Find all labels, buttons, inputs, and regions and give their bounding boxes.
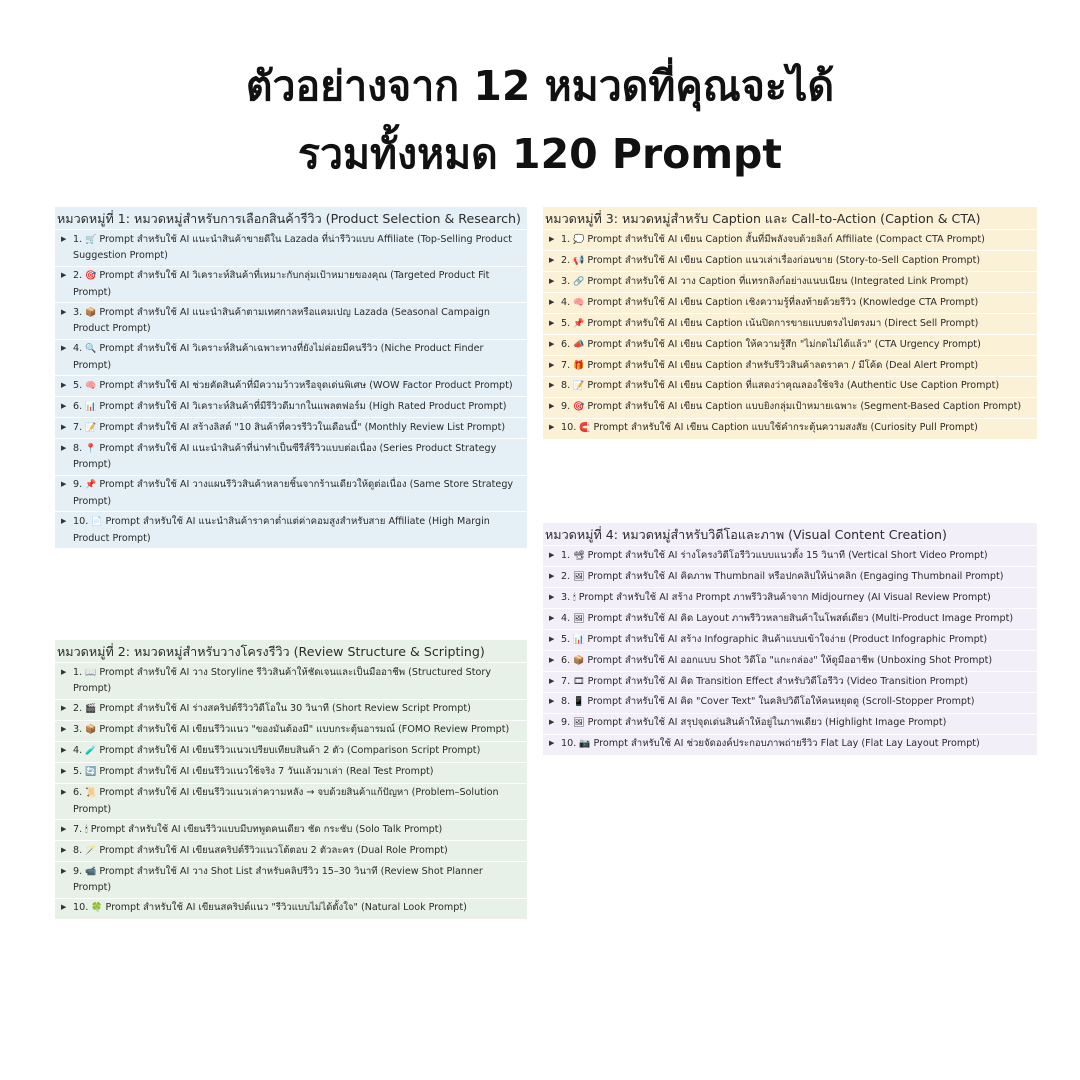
toggle-triangle-icon[interactable]: ▶: [549, 655, 555, 664]
toggle-triangle-icon[interactable]: ▶: [549, 592, 555, 601]
toggle-list-item[interactable]: [55, 229, 527, 266]
toggle-triangle-icon[interactable]: ▶: [61, 767, 67, 776]
item-text: [561, 569, 1033, 586]
toggle-triangle-icon[interactable]: ▶: [61, 903, 67, 912]
toggle-list-item[interactable]: [543, 376, 1037, 397]
item-number: 5.: [73, 766, 83, 778]
toggle-triangle-icon[interactable]: ▶: [549, 297, 555, 306]
item-number: 9.: [73, 479, 83, 491]
item-number: 5.: [73, 379, 83, 391]
toggle-list-item[interactable]: [543, 566, 1037, 587]
item-number: 4.: [73, 745, 83, 757]
item-number: 10.: [561, 422, 577, 434]
toggle-list-item[interactable]: [55, 511, 527, 548]
item-number: 1.: [561, 233, 571, 245]
item-number: 6.: [73, 400, 83, 412]
emoji-icon: 📌: [573, 318, 585, 329]
item-label: Prompt สำหรับใช้ AI สร้าง Infographic สินค้าแบบเข้าใจง่าย (Product Infographic Prompt): [587, 633, 988, 645]
toggle-triangle-icon[interactable]: ▶: [61, 667, 67, 676]
item-text: [73, 514, 523, 546]
toggle-list-item[interactable]: [55, 662, 527, 699]
toggle-triangle-icon[interactable]: ▶: [549, 360, 555, 369]
emoji-icon: 📄: [91, 517, 103, 528]
emoji-icon: 🎞: [573, 676, 585, 687]
item-label: Prompt สำหรับใช้ AI เขียน Caption สำหรับรีวิวสินค้าลดราคา / มีโค้ด (Deal Alert Prompt): [587, 359, 979, 371]
item-label: Prompt สำหรับใช้ AI ออกแบบ Shot วิดีโอ "แกะกล่อง" ให้ดูมืออาชีพ (Unboxing Shot Prompt): [587, 654, 993, 666]
toggle-triangle-icon[interactable]: ▶: [549, 234, 555, 243]
toggle-triangle-icon[interactable]: ▶: [61, 704, 67, 713]
toggle-list-item[interactable]: [543, 629, 1037, 650]
item-label: Prompt สำหรับใช้ AI เขียน Caption แบบใช้คำกระตุ้นความสงสัย (Curiosity Pull Prompt): [593, 422, 978, 434]
toggle-list-item[interactable]: [55, 438, 527, 475]
emoji-icon: 🧲: [579, 423, 591, 434]
item-label: Prompt สำหรับใช้ AI แนะนำสินค้าตามเทศกาลหรือแคมเปญ Lazada (Seasonal Campaign Product Prompt): [73, 306, 490, 335]
toggle-triangle-icon[interactable]: ▶: [61, 271, 67, 280]
item-number: 8.: [561, 380, 571, 392]
emoji-icon: 📦: [573, 655, 585, 666]
toggle-list-item[interactable]: [543, 545, 1037, 566]
toggle-list-item[interactable]: [543, 713, 1037, 734]
emoji-icon: 🔄: [85, 767, 97, 778]
toggle-triangle-icon[interactable]: ▶: [549, 339, 555, 348]
emoji-icon: 🎯: [573, 402, 585, 413]
toggle-triangle-icon[interactable]: ▶: [549, 718, 555, 727]
item-number: 3.: [561, 275, 571, 287]
item-label: Prompt สำหรับใช้ AI เขียนรีวิวแนวใช้จริง 7 วันแล้วมาเล่า (Real Test Prompt): [99, 766, 434, 778]
toggle-triangle-icon[interactable]: ▶: [61, 307, 67, 316]
emoji-icon: 📦: [85, 307, 97, 318]
category-panel-4: [543, 523, 1037, 755]
toggle-list-item[interactable]: [543, 250, 1037, 271]
item-label: Prompt สำหรับใช้ AI คิด Transition Effect สำหรับวิดีโอรีวิว (Video Transition Prompt): [587, 675, 968, 687]
toggle-triangle-icon[interactable]: ▶: [549, 381, 555, 390]
emoji-icon: 📝: [573, 381, 585, 392]
toggle-list-item[interactable]: [55, 396, 527, 417]
item-text: [561, 399, 1033, 416]
item-text: [561, 632, 1033, 649]
item-number: 6.: [73, 787, 83, 799]
toggle-list-item[interactable]: [55, 762, 527, 783]
item-label: Prompt สำหรับใช้ AI แนะนำสินค้าที่น่าทำเป็นซีรีส์รีวิวแบบต่อเนื่อง (Series Product Strategy Prompt): [73, 442, 497, 471]
emoji-icon: 📊: [573, 634, 585, 645]
toggle-triangle-icon[interactable]: ▶: [61, 788, 67, 797]
item-label: Prompt สำหรับใช้ AI เขียนรีวิวแนวเปรียบเทียบสินค้า 2 ตัว (Comparison Script Prompt): [99, 745, 481, 757]
toggle-triangle-icon[interactable]: ▶: [549, 318, 555, 327]
toggle-list-item[interactable]: [55, 302, 527, 339]
item-label: Prompt สำหรับใช้ AI เขียน Caption ที่แสดงว่าคุณลองใช้จริง (Authentic Use Caption Prompt): [587, 380, 1000, 392]
item-text: [73, 864, 523, 896]
emoji-icon: 🕯: [573, 592, 576, 603]
headline: [0, 52, 1080, 188]
item-text: [73, 268, 523, 300]
emoji-icon: 📽: [573, 550, 585, 561]
item-number: 2.: [73, 270, 83, 282]
item-list: [55, 229, 527, 548]
item-number: 4.: [73, 343, 83, 355]
toggle-triangle-icon[interactable]: ▶: [549, 402, 555, 411]
item-number: 8.: [73, 442, 83, 454]
item-number: 7.: [73, 823, 83, 835]
toggle-list-item[interactable]: [543, 313, 1037, 334]
item-text: [561, 715, 1033, 732]
item-number: 5.: [561, 633, 571, 645]
toggle-list-item[interactable]: [543, 734, 1037, 755]
item-text: [73, 378, 523, 395]
emoji-icon: 📜: [85, 788, 97, 799]
item-label: Prompt สำหรับใช้ AI เขียน Caption สั้นที่มีพลังจบด้วยลิงก์ Affiliate (Compact CTA Prompt): [587, 233, 985, 245]
toggle-list-item[interactable]: [543, 692, 1037, 713]
item-label: Prompt สำหรับใช้ AI คิด Layout ภาพรีวิวหลายสินค้าในโพสต์เดียว (Multi-Product Image Prompt): [587, 612, 1014, 624]
item-text: [561, 611, 1033, 628]
item-label: Prompt สำหรับใช้ AI วางแผนรีวิวสินค้าหลายชิ้นจากร้านเดียวให้ดูต่อเนื่อง (Same Store Strategy Prompt): [73, 479, 514, 508]
item-text: [73, 477, 523, 509]
toggle-triangle-icon[interactable]: ▶: [61, 380, 67, 389]
item-text: [73, 701, 523, 718]
toggle-triangle-icon[interactable]: ▶: [61, 234, 67, 243]
item-number: 8.: [561, 696, 571, 708]
item-number: 4.: [561, 612, 571, 624]
item-text: [561, 653, 1033, 670]
item-label: Prompt สำหรับใช้ AI เขียน Caption แบบยิงกลุ่มเป้าหมายเฉพาะ (Segment-Based Caption Prompt): [587, 401, 1022, 413]
item-text: [73, 232, 523, 264]
item-label: Prompt สำหรับใช้ AI สรุปจุดเด่นสินค้าให้อยู่ในภาพเดียว (Highlight Image Prompt): [587, 717, 947, 729]
emoji-icon: 📣: [573, 339, 585, 350]
emoji-icon: 🔗: [573, 276, 585, 287]
item-text: [561, 420, 1033, 437]
item-text: [561, 378, 1033, 395]
item-label: Prompt สำหรับใช้ AI เขียน Caption แนวเล่าเรื่องก่อนขาย (Story-to-Sell Caption Prompt): [587, 254, 981, 266]
item-label: Prompt สำหรับใช้ AI เขียน Caption เชิงความรู้ที่ลงท้ายด้วยรีวิว (Knowledge CTA Prompt): [587, 296, 979, 308]
toggle-list-item[interactable]: [55, 417, 527, 438]
item-number: 4.: [561, 296, 571, 308]
toggle-list-item[interactable]: [543, 229, 1037, 250]
category-panel-1: [55, 207, 527, 548]
emoji-icon: 📱: [573, 697, 585, 708]
item-text: [73, 305, 523, 337]
item-number: 9.: [561, 717, 571, 729]
item-label: Prompt สำหรับใช้ AI วาง Storyline รีวิวสินค้าให้ชัดเจนและเป็นมืออาชีพ (Structured Story Prompt): [73, 666, 492, 695]
item-text: [561, 337, 1033, 354]
emoji-icon: 💭: [573, 234, 585, 245]
toggle-triangle-icon[interactable]: ▶: [549, 423, 555, 432]
item-text: [561, 316, 1033, 333]
item-label: Prompt สำหรับใช้ AI เขียนรีวิวแนว "ของมันต้องมี" แบบกระตุ้นอารมณ์ (FOMO Review Prompt): [99, 724, 510, 736]
item-label: Prompt สำหรับใช้ AI ร่างสคริปต์รีวิววิดีโอใน 30 วินาที (Short Review Script Prompt): [99, 703, 471, 715]
item-list: [543, 229, 1037, 439]
emoji-icon: 📷: [579, 739, 591, 750]
item-text: [561, 674, 1033, 691]
emoji-icon: 🧪: [85, 746, 97, 757]
item-number: 3.: [73, 306, 83, 318]
toggle-list-item[interactable]: [543, 650, 1037, 671]
item-number: 5.: [561, 317, 571, 329]
toggle-list-item[interactable]: [55, 339, 527, 376]
item-label: Prompt สำหรับใช้ AI วาง Shot List สำหรับคลิปรีวิว 15–30 วินาที (Review Shot Planner Prompt): [73, 865, 483, 894]
headline-line-1: ตัวอย่างจาก 12 หมวดที่คุณจะได้: [245, 62, 835, 110]
toggle-list-item[interactable]: [55, 741, 527, 762]
item-text: [73, 764, 523, 781]
emoji-icon: 🖼: [573, 571, 585, 582]
emoji-icon: 🔍: [85, 344, 97, 355]
item-text: [73, 822, 523, 839]
toggle-list-item[interactable]: [543, 671, 1037, 692]
item-label: Prompt สำหรับใช้ AI ช่วยคัดสินค้าที่มีความว้าวหรือจุดเด่นพิเศษ (WOW Factor Product Prompt): [99, 379, 513, 391]
item-number: 10.: [561, 738, 577, 750]
toggle-list-item[interactable]: [543, 355, 1037, 376]
item-label: Prompt สำหรับใช้ AI เขียนรีวิวแบบมีบทพูดคนเดียว ชัด กระชับ (Solo Talk Prompt): [90, 823, 443, 835]
toggle-list-item[interactable]: [543, 292, 1037, 313]
toggle-triangle-icon[interactable]: ▶: [61, 422, 67, 431]
emoji-icon: 🛒: [85, 234, 97, 245]
toggle-list-item[interactable]: [543, 397, 1037, 418]
category-panel-3: [543, 207, 1037, 439]
toggle-triangle-icon[interactable]: ▶: [61, 443, 67, 452]
category-panel-2: [55, 640, 527, 919]
item-number: 7.: [561, 359, 571, 371]
toggle-triangle-icon[interactable]: ▶: [61, 866, 67, 875]
toggle-triangle-icon[interactable]: ▶: [61, 824, 67, 833]
toggle-list-item[interactable]: [543, 334, 1037, 355]
toggle-list-item[interactable]: [543, 418, 1037, 439]
emoji-icon: 🎯: [85, 271, 97, 282]
toggle-triangle-icon[interactable]: ▶: [549, 255, 555, 264]
toggle-list-item[interactable]: [543, 608, 1037, 629]
toggle-list-item[interactable]: [55, 720, 527, 741]
emoji-icon: 🪄: [85, 845, 97, 856]
item-text: [561, 590, 1033, 607]
item-number: 6.: [561, 654, 571, 666]
toggle-triangle-icon[interactable]: ▶: [549, 550, 555, 559]
toggle-list-item[interactable]: [55, 840, 527, 861]
item-number: 2.: [73, 703, 83, 715]
emoji-icon: 📦: [85, 725, 97, 736]
category-title: หมวดหมู่ที่ 2: หมวดหมู่สำหรับวางโครงรีวิว (Review Structure & Scripting): [57, 644, 485, 659]
toggle-triangle-icon[interactable]: ▶: [61, 480, 67, 489]
emoji-icon: 🎁: [573, 360, 585, 371]
item-label: Prompt สำหรับใช้ AI วิเคราะห์สินค้าที่เหมาะกับกลุ่มเป้าหมายของคุณ (Targeted Product Fit Prompt): [73, 270, 490, 298]
emoji-icon: 📊: [85, 401, 97, 412]
item-text: [561, 253, 1033, 270]
toggle-list-item[interactable]: [55, 375, 527, 396]
item-number: 9.: [73, 865, 83, 877]
toggle-list-item[interactable]: [55, 819, 527, 840]
item-label: Prompt สำหรับใช้ AI วิเคราะห์สินค้าเฉพาะทางที่ยังไม่ค่อยมีคนรีวิว (Niche Product Finder Prompt): [73, 343, 484, 371]
emoji-icon: 📹: [85, 866, 97, 877]
toggle-triangle-icon[interactable]: ▶: [549, 634, 555, 643]
item-number: 8.: [73, 844, 83, 856]
item-text: [561, 358, 1033, 375]
toggle-list-item[interactable]: [55, 861, 527, 898]
toggle-triangle-icon[interactable]: ▶: [61, 746, 67, 755]
item-text: [73, 665, 523, 697]
toggle-list-item[interactable]: [55, 898, 527, 919]
item-label: Prompt สำหรับใช้ AI เขียนสคริปต์รีวิวแนวโต้ตอบ 2 ตัวละคร (Dual Role Prompt): [99, 844, 448, 856]
item-number: 2.: [561, 570, 571, 582]
emoji-icon: 🍀: [91, 903, 103, 914]
emoji-icon: 🖼: [573, 613, 585, 624]
item-number: 3.: [73, 724, 83, 736]
toggle-triangle-icon[interactable]: ▶: [549, 613, 555, 622]
item-text: [561, 232, 1033, 249]
item-label: Prompt สำหรับใช้ AI วิเคราะห์สินค้าที่มีรีวิวดีมากในแพลตฟอร์ม (High Rated Product Prompt): [99, 400, 507, 412]
item-text: [561, 295, 1033, 312]
item-text: [561, 736, 1033, 753]
toggle-list-item[interactable]: [55, 475, 527, 512]
emoji-icon: 🧠: [85, 380, 97, 391]
item-text: [561, 274, 1033, 291]
item-label: Prompt สำหรับใช้ AI ช่วยจัดองค์ประกอบภาพถ่ายรีวิว Flat Lay (Flat Lay Layout Prompt): [593, 738, 980, 750]
item-text: [73, 399, 523, 416]
emoji-icon: 📌: [85, 480, 97, 491]
emoji-icon: 🧠: [573, 297, 585, 308]
item-label: Prompt สำหรับใช้ AI คิด "Cover Text" ในคลิปวิดีโอให้คนหยุดดู (Scroll-Stopper Prompt): [587, 696, 975, 708]
toggle-triangle-icon[interactable]: ▶: [61, 401, 67, 410]
item-number: 6.: [561, 338, 571, 350]
item-number: 10.: [73, 902, 89, 914]
item-text: [561, 548, 1033, 565]
item-number: 7.: [561, 675, 571, 687]
item-text: [73, 420, 523, 437]
category-title: หมวดหมู่ที่ 3: หมวดหมู่สำหรับ Caption และ Call-to-Action (Caption & CTA): [545, 211, 981, 226]
item-label: Prompt สำหรับใช้ AI เขียน Caption เน้นปิดการขายแบบตรงไปตรงมา (Direct Sell Prompt): [587, 317, 979, 329]
toggle-triangle-icon[interactable]: ▶: [549, 276, 555, 285]
emoji-icon: 🖼: [573, 718, 585, 729]
item-text: [561, 694, 1033, 711]
item-label: Prompt สำหรับใช้ AI เขียนรีวิวแนวเล่าความหลัง → จบด้วยสินค้าแก้ปัญหา (Problem–Solution Prompt): [73, 787, 499, 815]
toggle-triangle-icon[interactable]: ▶: [61, 845, 67, 854]
toggle-list-item[interactable]: [543, 271, 1037, 292]
toggle-list-item[interactable]: [543, 587, 1037, 608]
category-title: หมวดหมู่ที่ 1: หมวดหมู่สำหรับการเลือกสินค้ารีวิว (Product Selection & Research): [57, 211, 521, 226]
toggle-list-item[interactable]: [55, 783, 527, 820]
item-number: 1.: [73, 233, 83, 245]
item-label: Prompt สำหรับใช้ AI แนะนำสินค้าขายดีใน Lazada ที่น่ารีวิวแบบ Affiliate (Top-Selling Product Suggestion Prompt): [73, 233, 513, 262]
item-label: Prompt สำหรับใช้ AI คิดภาพ Thumbnail หรือปกคลิปให้น่าคลิก (Engaging Thumbnail Prompt): [587, 570, 1004, 582]
toggle-triangle-icon[interactable]: ▶: [549, 676, 555, 685]
item-text: [73, 900, 523, 917]
item-text: [73, 722, 523, 739]
item-text: [73, 743, 523, 760]
emoji-icon: 📝: [85, 422, 97, 433]
toggle-triangle-icon[interactable]: ▶: [549, 571, 555, 580]
item-text: [73, 341, 523, 373]
item-text: [73, 843, 523, 860]
item-label: Prompt สำหรับใช้ AI วาง Caption ที่แทรกลิงก์อย่างแนบเนียน (Integrated Link Prompt): [587, 275, 969, 287]
item-number: 1.: [73, 666, 83, 678]
toggle-triangle-icon[interactable]: ▶: [549, 697, 555, 706]
item-number: 10.: [73, 516, 89, 528]
item-number: 1.: [561, 549, 571, 561]
toggle-triangle-icon[interactable]: ▶: [61, 344, 67, 353]
item-number: 3.: [561, 591, 571, 603]
item-list: [55, 662, 527, 919]
emoji-icon: 📢: [573, 255, 585, 266]
item-text: [73, 785, 523, 817]
item-number: 9.: [561, 401, 571, 413]
item-label: Prompt สำหรับใช้ AI ร่างโครงวิดีโอรีวิวแบบแนวตั้ง 15 วินาที (Vertical Short Video Prompt): [587, 549, 988, 561]
item-text: [73, 441, 523, 473]
emoji-icon: 📖: [85, 667, 97, 678]
item-label: Prompt สำหรับใช้ AI เขียน Caption ให้ความรู้สึก "ไม่กดไม่ได้แล้ว" (CTA Urgency Prompt): [587, 338, 981, 350]
item-list: [543, 545, 1037, 755]
category-title: หมวดหมู่ที่ 4: หมวดหมู่สำหรับวิดีโอและภาพ (Visual Content Creation): [545, 527, 947, 542]
emoji-icon: 🎬: [85, 704, 97, 715]
item-label: Prompt สำหรับใช้ AI สร้างลิสต์ "10 สินค้าที่ควรรีวิวในเดือนนี้" (Monthly Review List Prompt): [99, 421, 506, 433]
item-label: Prompt สำหรับใช้ AI สร้าง Prompt ภาพรีวิวสินค้าจาก Midjourney (AI Visual Review Prompt): [578, 591, 991, 603]
headline-line-2: รวมทั้งหมด 120 Prompt: [297, 130, 783, 178]
toggle-triangle-icon[interactable]: ▶: [61, 517, 67, 526]
item-label: Prompt สำหรับใช้ AI เขียนสคริปต์แนว "รีวิวแบบไม่ได้ตั้งใจ" (Natural Look Prompt): [105, 902, 467, 914]
item-number: 2.: [561, 254, 571, 266]
emoji-icon: 📍: [85, 443, 97, 454]
toggle-list-item[interactable]: [55, 699, 527, 720]
item-number: 7.: [73, 421, 83, 433]
item-label: Prompt สำหรับใช้ AI แนะนำสินค้าราคาต่ำแต่ค่าคอมสูงสำหรับสาย Affiliate (High Margin Product Prompt): [73, 516, 490, 544]
toggle-triangle-icon[interactable]: ▶: [61, 725, 67, 734]
emoji-icon: 🕯: [85, 824, 88, 835]
toggle-list-item[interactable]: [55, 266, 527, 303]
toggle-triangle-icon[interactable]: ▶: [549, 739, 555, 748]
